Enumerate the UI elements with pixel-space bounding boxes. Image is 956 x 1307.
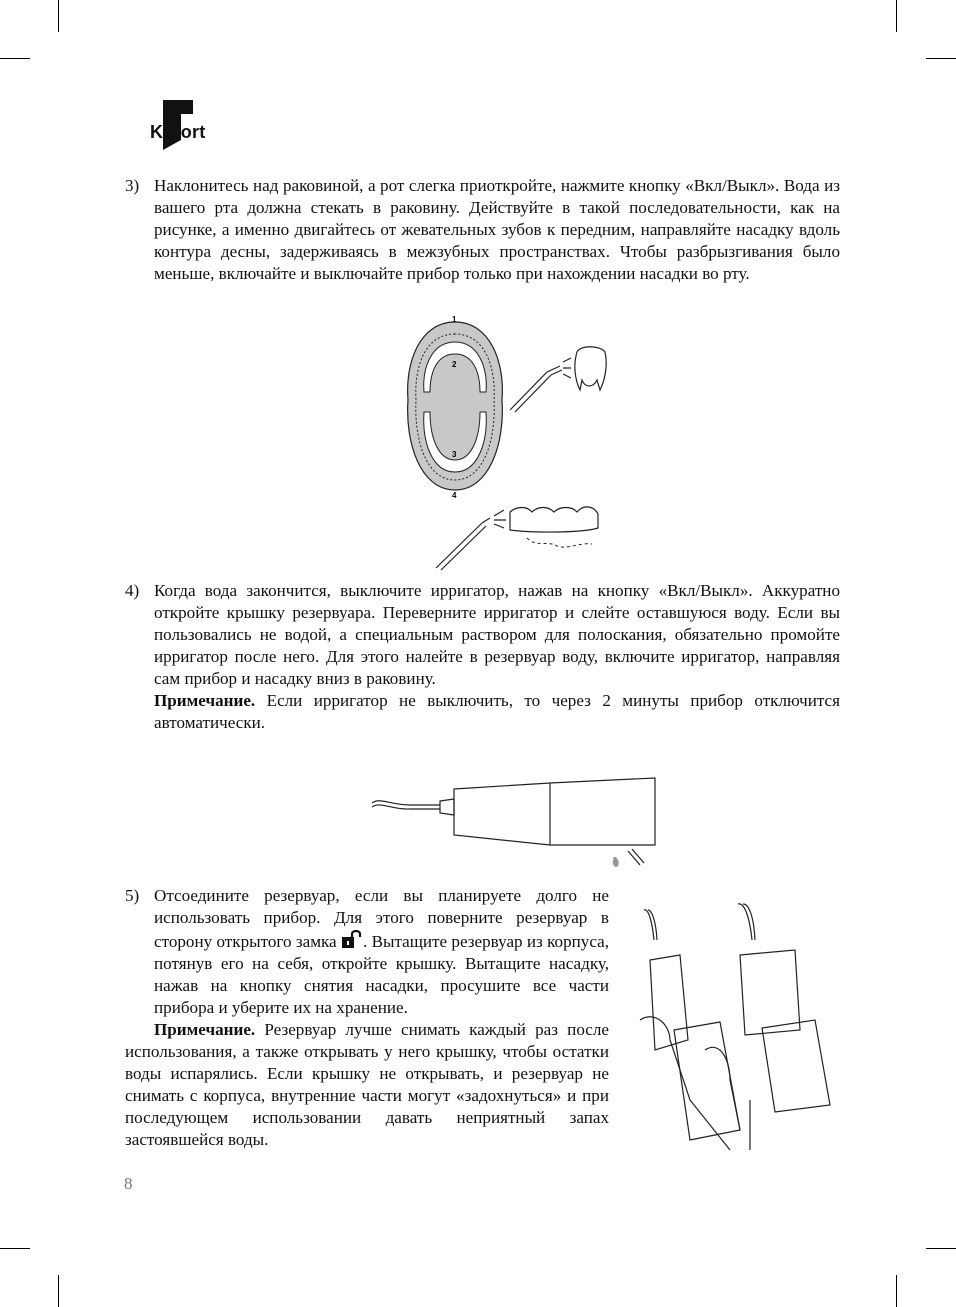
irrigator-draining-illustration [370,775,660,875]
note-text: Если ирригатор не выключить, то через 2 минуты прибор отключится автоматически. [154,691,840,732]
crop-mark [926,58,956,59]
step-text: Когда вода закончится, выключите ирригатор, нажав на кнопку «Вкл/Выкл». Аккуратно откройте крышку резервуара. Переверните ирригатор и слейте оставшуюся воду. Если вы пользовались не водой, а специальным раствором для полоскания, обязательно промойте ирригатор после него. Для этого налейте в резервуар воду, включите ирригатор, направляя сам прибор и насадку вниз в раковину. [154,581,840,688]
step-note [125,1019,609,1151]
step-number: 3) [125,176,140,195]
step-text: Наклонитесь над раковиной, а рот слегка приоткройте, нажмите кнопку «Вкл/Выкл». Вода из вашего рта должна стекать в раковину. Действуйте в такой последовательности, как на рисунке, а именно двигайтесь от жевательных зубов к передним, направляйте насадку вдоль контура десны, задерживаясь в межзубных пространствах. Чтобы разбрызгивания было меньше, включайте и выключайте прибор только при нахождении насадки во рту. [154,176,840,283]
reservoir-detach-illustration [630,900,855,1160]
step-note [154,690,840,734]
step-text: Отсоедините резервуар, если вы планируете долго не использовать прибор. Для этого поверните резервуар в сторону открытого замка [154,886,609,951]
crop-mark [0,58,30,59]
step-number: 4) [125,581,140,600]
brand-name: Kitfort [150,122,206,142]
crop-mark [896,0,897,32]
crop-mark [0,1248,30,1249]
note-text: Резервуар лучше снимать каждый раз после использования, а также открывать у него крышку, чтобы остатки воды испарялись. Если крышку не открывать, и резервуар не снимать с корпуса, внутренние части могут «задохнуться» и при последующем использовании давать неприятный запах застоявшейся воды. [125,1020,609,1149]
step-5 [125,885,609,1151]
note-label: Примечание. [154,1020,256,1039]
crop-mark [58,0,59,32]
crop-mark [896,1275,897,1307]
jaw-label-4: 4 [452,491,457,500]
step-3 [125,175,840,285]
page-number: 8 [124,1174,133,1193]
crop-mark [926,1248,956,1249]
jaw-label-1: 1 [452,315,457,324]
step-4 [125,580,840,734]
step-text-continued: . Вытащите резервуар из корпуса, потянув его на себя, откройте крышку. Вытащите насадку, нажав на кнопку снятия насадки, просушите все части прибора и уберите их на хранение. [154,932,610,1017]
jaw-diagram [400,312,510,502]
crop-mark [58,1275,59,1307]
nozzle-teeth-row-illustration [432,498,607,573]
nozzle-tooth-illustration [505,340,615,415]
step-number: 5) [125,886,140,905]
jaw-label-3: 3 [452,450,457,459]
note-label: Примечание. [154,691,256,710]
open-lock-icon [341,929,363,949]
jaw-label-2: 2 [452,360,457,369]
